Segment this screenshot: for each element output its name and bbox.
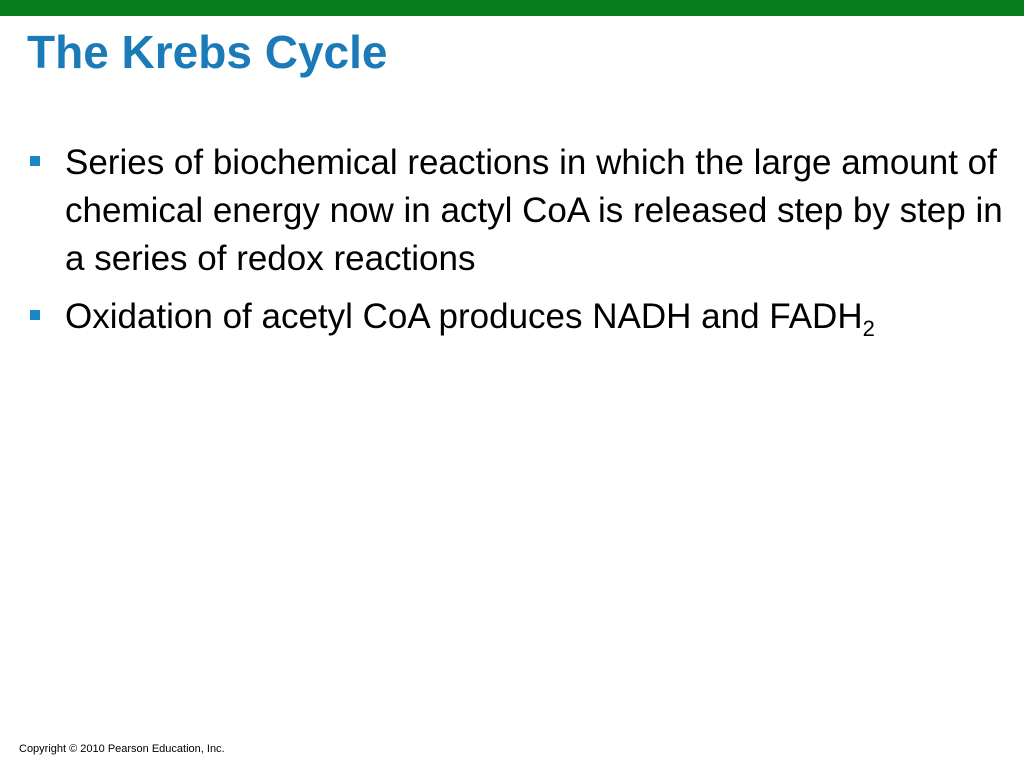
bullet-item — [0, 293, 1024, 341]
top-accent-bar — [0, 0, 1024, 16]
square-bullet-icon — [30, 156, 40, 166]
copyright-notice: Copyright © 2010 Pearson Education, Inc. — [19, 743, 225, 755]
bullet-item — [0, 139, 1024, 283]
bullet-list — [0, 139, 1024, 351]
bullet-text-main: Oxidation of acetyl CoA produces NADH and FADH — [65, 297, 863, 336]
bullet-text: Series of biochemical reactions in which the large amount of chemical energy now in actyl CoA is released step by step in a series of redox reactions — [65, 143, 1003, 278]
slide-title: The Krebs Cycle — [27, 26, 388, 78]
subscript: 2 — [862, 316, 875, 341]
bullet-text — [65, 297, 875, 341]
square-bullet-icon — [30, 310, 40, 320]
